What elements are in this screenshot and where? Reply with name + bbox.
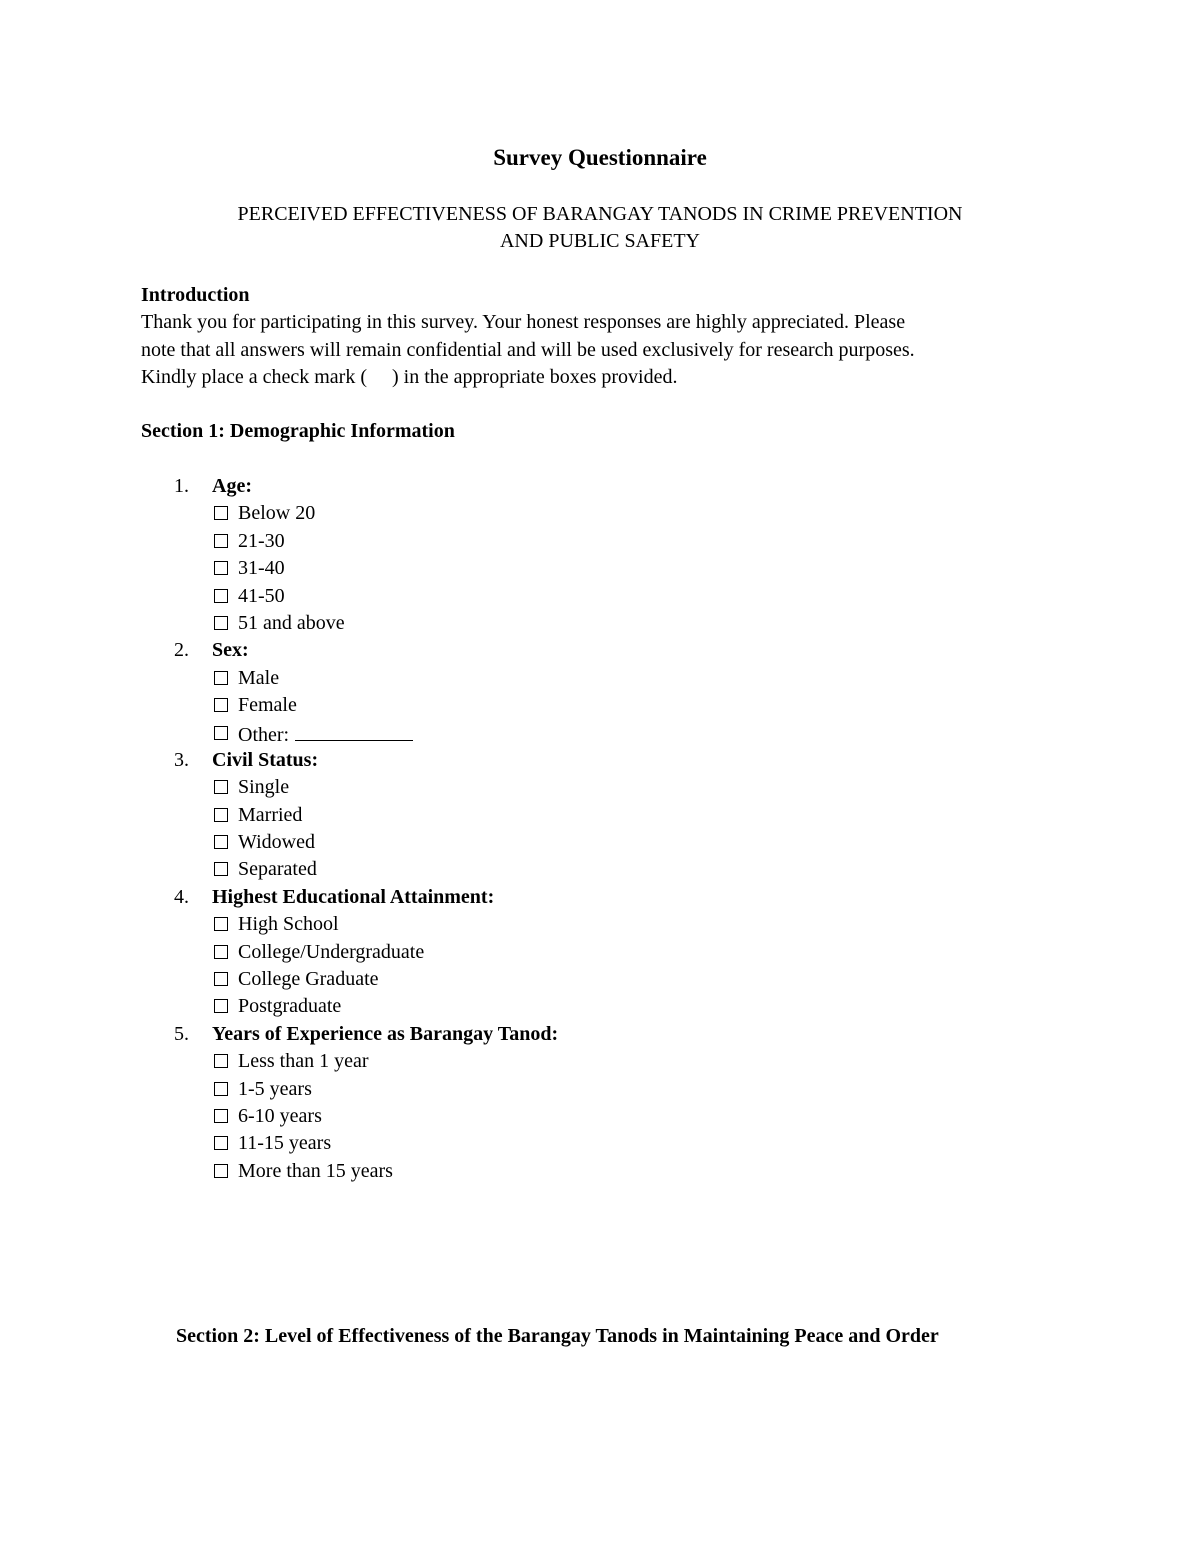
checkbox-icon[interactable] [214,1136,228,1150]
checkbox-icon[interactable] [214,1054,228,1068]
option-label: 6-10 years [238,1104,322,1127]
option-exp-less-than-1[interactable] [0,1048,1200,1075]
question-label: Sex: [212,639,249,662]
question-number: 3. [174,748,189,771]
checkbox-icon[interactable] [214,917,228,931]
option-edu-college-graduate[interactable] [0,966,1200,993]
question-label: Age: [212,475,252,497]
checkbox-icon[interactable] [214,808,228,822]
question-number: 4. [174,885,189,908]
option-label: Widowed [238,831,315,854]
question-sex [0,637,1200,664]
option-label: Single [238,776,290,799]
introduction-line-2: note that all answers will remain confidential and will be used exclusively for research purposes. [141,338,915,361]
option-label: Female [238,694,297,717]
option-age-31-40[interactable] [0,555,1200,582]
checkbox-icon[interactable] [214,835,228,849]
section-1-heading: Section 1: Demographic Information [141,420,455,442]
option-exp-11-15[interactable] [0,1130,1200,1157]
option-sex-other[interactable] [0,720,1200,747]
checkbox-icon[interactable] [214,999,228,1013]
checkbox-icon[interactable] [214,862,228,876]
option-label: More than 15 years [238,1159,393,1182]
question-label: Years of Experience as Barangay Tanod: [212,1022,559,1045]
introduction-line-1: Thank you for participating in this survey. Your honest responses are highly appreciated. Please [141,311,906,333]
checkbox-icon[interactable] [214,589,228,603]
checkbox-icon[interactable] [214,616,228,630]
question-label: Highest Educational Attainment: [212,885,495,908]
checkbox-icon[interactable] [214,671,228,685]
option-label: Below 20 [238,502,316,525]
option-label: 41-50 [238,584,285,607]
option-exp-more-than-15[interactable] [0,1158,1200,1185]
option-civil-widowed[interactable] [0,829,1200,856]
option-age-41-50[interactable] [0,583,1200,610]
document-title: Survey Questionnaire [493,145,707,170]
introduction-line-3: Kindly place a check mark ( ) in the appropriate boxes provided. [141,366,678,388]
question-education [0,884,1200,911]
question-number: 5. [174,1022,189,1045]
option-sex-male[interactable] [0,665,1200,692]
checkbox-icon[interactable] [214,506,228,520]
option-exp-1-5[interactable] [0,1076,1200,1103]
checkbox-icon[interactable] [214,945,228,959]
option-label: College/Undergraduate [238,940,425,963]
question-civil-status [0,747,1200,774]
introduction-heading: Introduction [141,284,250,306]
question-number: 1. [174,475,189,497]
option-civil-separated[interactable] [0,856,1200,883]
option-label: Other: [238,723,290,746]
option-civil-married[interactable] [0,802,1200,829]
question-label: Civil Status: [212,748,319,771]
document-subtitle [120,201,1080,255]
checkbox-icon[interactable] [214,561,228,575]
option-label-with-blank [238,720,413,749]
option-sex-female[interactable] [0,692,1200,719]
option-edu-high-school[interactable] [0,911,1200,938]
option-age-below-20[interactable] [0,500,1200,527]
option-age-21-30[interactable] [0,528,1200,555]
option-label: Less than 1 year [238,1050,369,1073]
option-label: College Graduate [238,968,379,991]
question-number: 2. [174,639,189,662]
checkbox-icon[interactable] [214,534,228,548]
option-label: 21-30 [238,529,285,552]
option-edu-college-undergraduate[interactable] [0,939,1200,966]
section-2-heading: Section 2: Level of Effectiveness of the Barangay Tanods in Maintaining Peace and Order [176,1325,939,1347]
demographic-questions [0,473,1200,1185]
option-label: 31-40 [238,557,285,580]
option-label: 11-15 years [238,1132,332,1155]
option-label: 1-5 years [238,1077,312,1100]
checkbox-icon[interactable] [214,1109,228,1123]
question-experience [0,1021,1200,1048]
option-label: Male [238,666,280,689]
subtitle-line-1: PERCEIVED EFFECTIVENESS OF BARANGAY TANODS IN CRIME PREVENTION [237,203,963,225]
option-edu-postgraduate[interactable] [0,993,1200,1020]
option-age-51-above[interactable] [0,610,1200,637]
option-exp-6-10[interactable] [0,1103,1200,1130]
checkbox-icon[interactable] [214,726,228,740]
other-fill-in-blank[interactable] [295,720,413,741]
question-age [0,473,1200,500]
checkbox-icon[interactable] [214,972,228,986]
checkbox-icon[interactable] [214,698,228,712]
subtitle-line-2: AND PUBLIC SAFETY [499,230,701,252]
option-label: Married [238,803,303,826]
checkbox-icon[interactable] [214,1082,228,1096]
option-civil-single[interactable] [0,774,1200,801]
option-label: Postgraduate [238,995,342,1018]
checkbox-icon[interactable] [214,780,228,794]
introduction-body [141,309,1071,392]
option-label: 51 and above [238,611,345,634]
option-label: High School [238,913,339,936]
option-label: Separated [238,858,317,881]
checkbox-icon[interactable] [214,1164,228,1178]
